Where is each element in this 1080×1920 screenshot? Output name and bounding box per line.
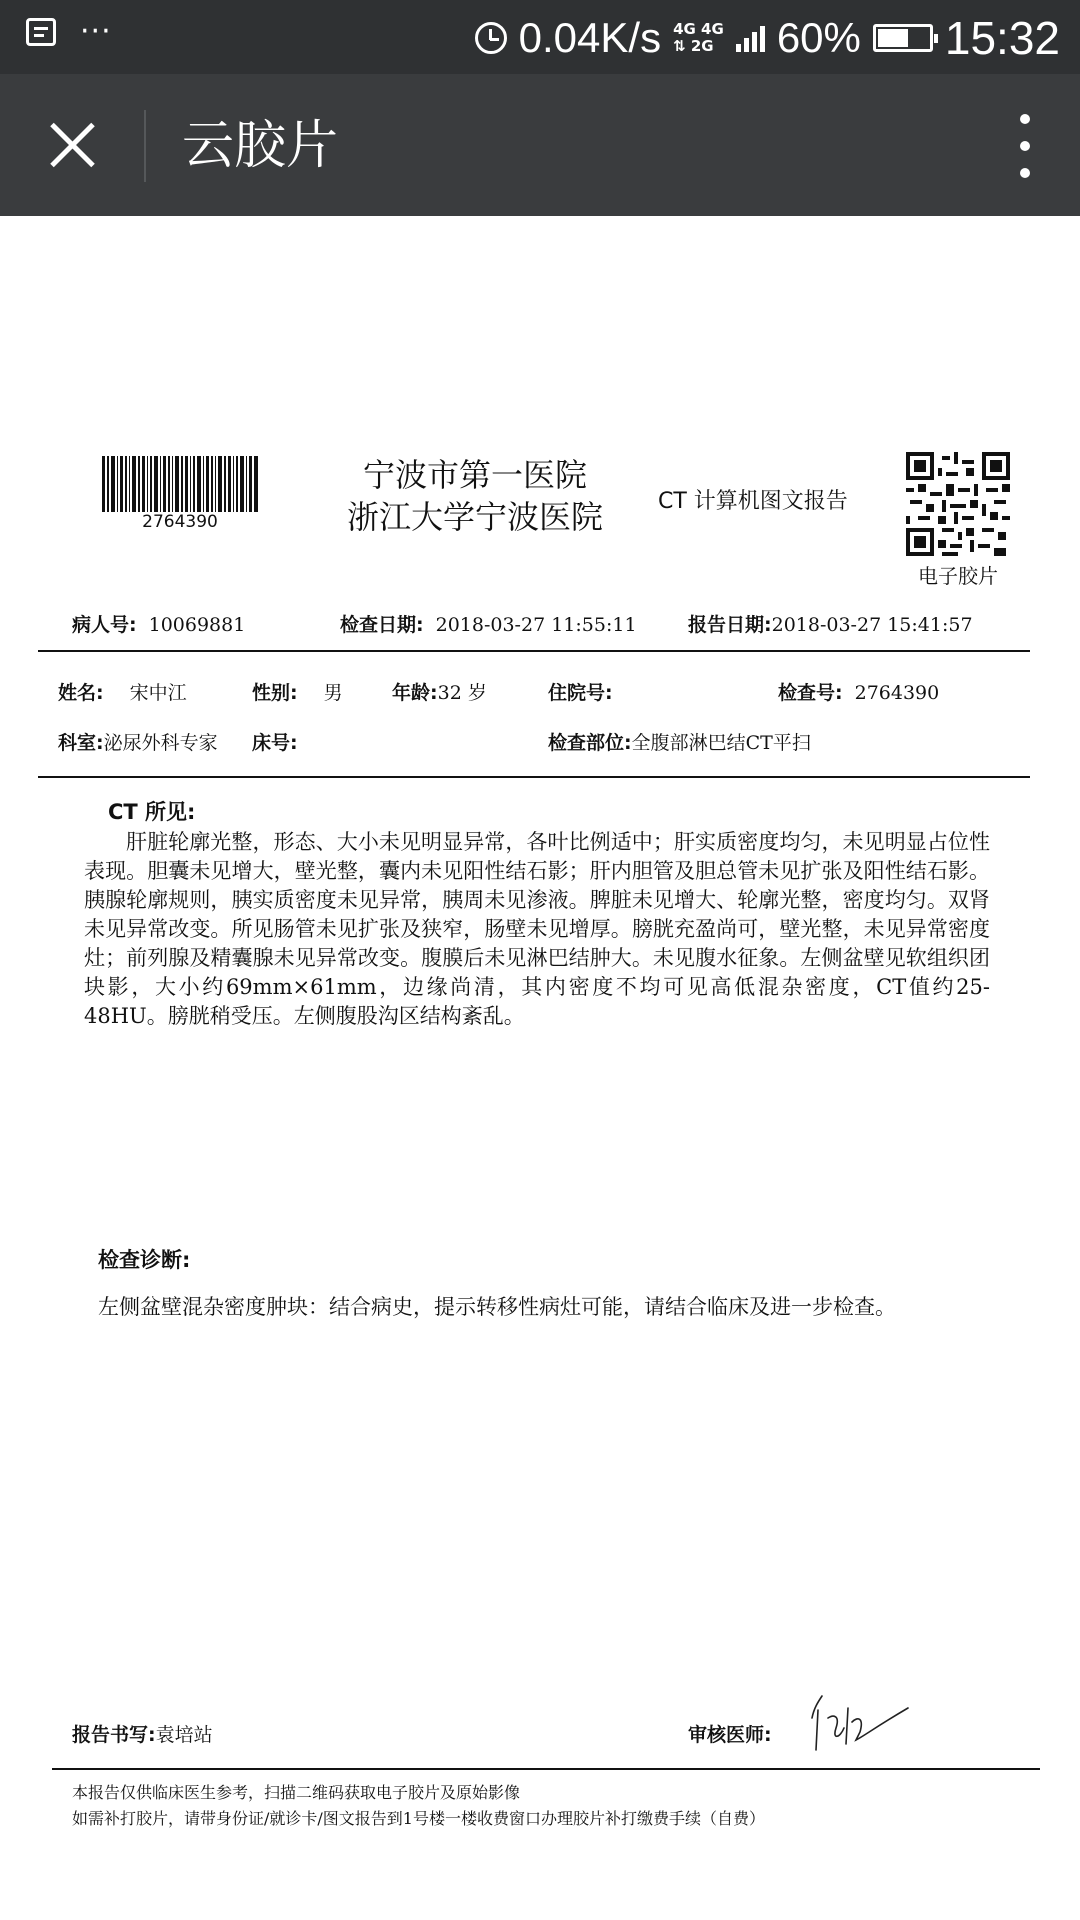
findings-title: CT 所见: [108,800,196,824]
exam-part-value: 全腹部淋巴结CT平扫 [631,732,811,754]
exam-part-label: 检查部位: [548,732,632,754]
exam-number-value: 2764390 [854,682,940,704]
department-label: 科室: [58,732,104,754]
qr-code-image[interactable] [906,452,1010,556]
report-writer-value: 袁培站 [155,1724,213,1746]
bed-row [252,728,310,755]
report-date-row [688,610,973,637]
app-bar [0,74,1080,216]
qr-code-label: 电子胶片 [918,564,998,588]
diagnosis-text: 左侧盆壁混杂密度肿块：结合病史，提示转移性病灶可能，请结合临床及进一步检查。 [98,1295,896,1319]
inpatient-label: 住院号: [548,682,613,704]
more-options-icon[interactable] [1010,114,1040,178]
status-right-area [475,8,1060,68]
divider-line [38,776,1030,778]
report-date-label: 报告日期: [688,614,772,636]
department-value: 泌尿外科专家 [103,732,218,754]
patient-id-row [72,610,245,637]
age-row [392,678,487,705]
network-type-top: 4G 4G [673,20,724,38]
sex-label: 性别: [252,682,298,704]
exam-date-value: 2018-03-27 11:55:11 [435,614,637,636]
exam-number-label: 检查号: [778,682,843,704]
name-label: 姓名: [58,682,104,704]
ct-report[interactable] [0,216,1080,1920]
network-type [673,21,724,55]
report-writer-row [72,1720,213,1747]
status-bar [0,0,1080,74]
message-notification-icon [26,18,56,46]
battery-icon [873,24,933,52]
exam-part-row [548,728,811,755]
sex-value: 男 [323,682,343,704]
exam-date-row [340,610,637,637]
exam-number-row [778,678,939,705]
name-row [58,678,187,705]
more-notifications-icon: ··· [80,14,112,49]
app-bar-divider [144,110,146,182]
age-label: 年龄: [392,682,438,704]
barcode-image [102,456,258,512]
reviewer-label: 审核医师: [688,1724,772,1746]
findings-text: 肝脏轮廓光整，形态、大小未见明显异常，各叶比例适中；肝实质密度均匀，未见明显占位性表现。胆囊未见增大，壁光整，囊内未见阳性结石影；肝内胆管及胆总管未见扩张及阳性结石影。胰腺轮廓规则，胰实质密度未见异常，胰周未见渗液。脾脏未见增大、轮廓光整，密度均匀。双肾未见异常改变。所见肠管未见扩张及狭窄，肠壁未见增厚。膀胱充盈尚可，壁光整，未见异常密度灶；前列腺及精囊腺未见异常改变。腹膜后未见淋巴结肿大。未见腹水征象。左侧盆壁见软组织团块影，大小约69mm×61mm，边缘尚清，其内密度不均可见高低混杂密度，CT值约25-48HU。膀胱稍受压。左侧腹股沟区结构紊乱。 [84,830,990,1028]
hospital-name-line2: 浙江大学宁波医院 [346,498,603,536]
footer-divider [52,1768,1040,1770]
age-value: 32 岁 [437,682,487,704]
hospital-name [320,454,630,538]
close-icon[interactable] [40,112,106,178]
clock: 15:32 [944,12,1060,64]
report-writer-label: 报告书写: [72,1724,156,1746]
hospital-name-line1: 宁波市第一医院 [362,456,587,494]
footer-note-line1: 本报告仅供临床医生参考，扫描二维码获取电子胶片及原始影像 [72,1783,521,1802]
department-row [58,728,228,755]
patient-id-label: 病人号: [72,614,137,636]
signal-strength-icon [736,24,765,52]
sex-row [252,678,343,705]
footer-note-line2: 如需补打胶片，请带身份证/就诊卡/图文报告到1号楼一楼收费窗口办理胶片补打缴费手续（自费） [72,1809,765,1828]
reviewer-row [688,1720,772,1747]
report-date-value: 2018-03-27 15:41:57 [771,614,973,636]
reviewer-signature [804,1688,914,1758]
diagnosis-title: 检查诊断: [98,1248,191,1272]
bed-label: 床号: [252,732,298,754]
report-type: CT 计算机图文报告 [658,489,848,514]
exam-date-label: 检查日期: [340,614,424,636]
divider-line [38,650,1030,652]
battery-percentage: 60% [776,14,861,61]
page-title: 云胶片 [182,116,339,176]
network-speed: 0.04K/s [518,14,662,61]
network-type-bottom: ⇅ 2G [673,37,714,55]
alarm-clock-icon [475,22,507,54]
name-value: 宋中江 [129,682,187,704]
barcode-number: 2764390 [142,512,218,532]
status-left-icons [26,14,112,49]
inpatient-row [548,678,625,705]
patient-id-value: 10069881 [148,614,246,636]
